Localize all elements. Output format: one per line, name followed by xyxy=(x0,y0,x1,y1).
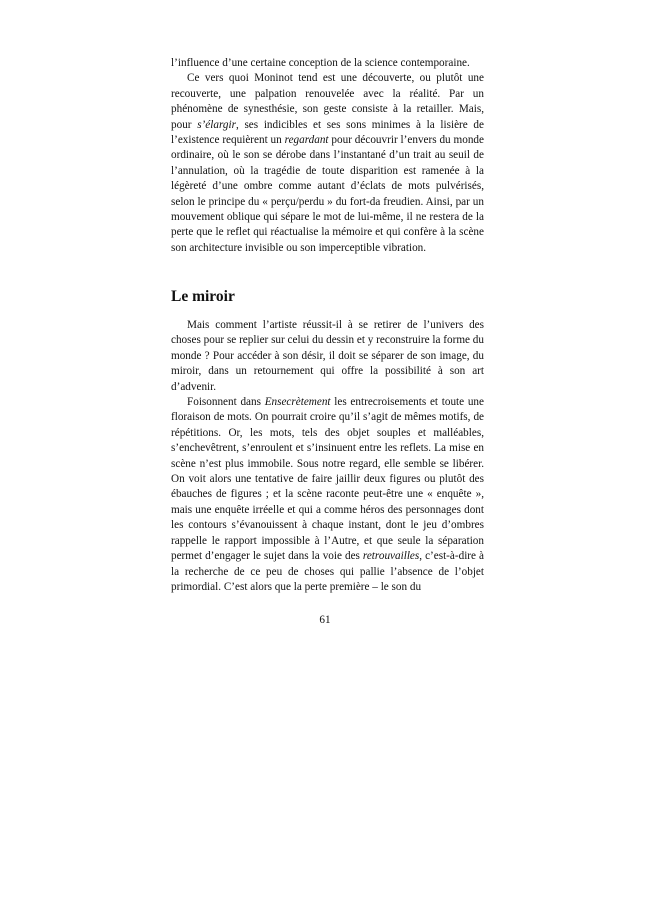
section-heading: Le miroir xyxy=(171,288,235,305)
paragraph-moninot xyxy=(171,71,484,256)
body-text-bottom xyxy=(171,318,484,595)
paragraph-ensecretement xyxy=(171,395,484,595)
text-segment: l’influence d’une certaine conception de la science contemporaine. xyxy=(171,57,470,69)
text-segment: Ce vers quoi Moninot tend est une découverte, ou plutôt une recouverte, une palpation renouvelée avec la réalité. Par un phénomène de synesthésie, son geste consiste à la retailler. Mais, pour xyxy=(171,72,484,131)
paragraph-artist xyxy=(171,318,484,395)
body-text-top xyxy=(171,56,484,256)
text-segment: , ses indicibles et ses sons minimes à la lisière de l’existence requièrent un xyxy=(171,118,484,147)
text-segment: Mais comment l’artiste réussit-il à se retirer de l’univers des choses pour se replier sur celui du dessin et y reconstruire la forme du monde ? Pour accéder à son désir, il doit se séparer de son image, du miroir, dans un retournement qui offre la possibilité à son art d’advenir. xyxy=(171,319,484,393)
italic-phrase: s’élargir xyxy=(197,118,236,131)
text-segment: Foisonnent dans xyxy=(187,396,265,409)
italic-phrase: regardant xyxy=(284,134,329,147)
page-number: 61 xyxy=(319,614,331,626)
paragraph-continuation xyxy=(171,56,484,71)
text-segment: , c’est-à-dire à la recherche de ce peu de choses qui pallie l’absence de l’objet primordial. C’est alors que la perte première – le son du xyxy=(171,550,484,593)
text-segment: les entrecroisements et toute une floraison de mots. On pourrait croire qu’il s’agit de mêmes motifs, de répétitions. Or, les mots, tels des objet souples et malléables, s’enchevêtrent, s’enroulent et s’insinuent entre les reflets. La mise en scène n’est plus immobile. Sous notre regard, elle semble se libérer. On voit alors une tentative de faire jaillir deux figures ou plutôt des ébauches de figures ; et la scène raconte peut-être une « enquête », mais une enquête irréelle et qui a comme héros des personnages dont les contours s’évanouissent à chaque instant, dont le jeu d’ombres rappelle le rapport impossible à l’Autre, et que seule la séparation permet d’engager le sujet dans la voie des xyxy=(171,396,484,563)
italic-phrase: retrouvailles xyxy=(362,550,420,563)
text-segment: pour découvrir l’envers du monde ordinaire, où le son se dérobe dans l’instantané d’un trait au seuil de l’annulation, où la tragédie de toute disparition est ramenée à la légèreté d’une ombre comme autant d’éclats de mots pulvérisés, selon le principe du « perçu/perdu » du fort-da freudien. Ainsi, par un mouvement oblique qui sépare le mot de lui-même, il ne restera de la perte que le reflet qui réactualise la mémoire et qui confère à la scène son architecture invisible ou son imperceptible vibration. xyxy=(171,134,484,254)
italic-phrase: Ensecrètement xyxy=(264,396,331,409)
